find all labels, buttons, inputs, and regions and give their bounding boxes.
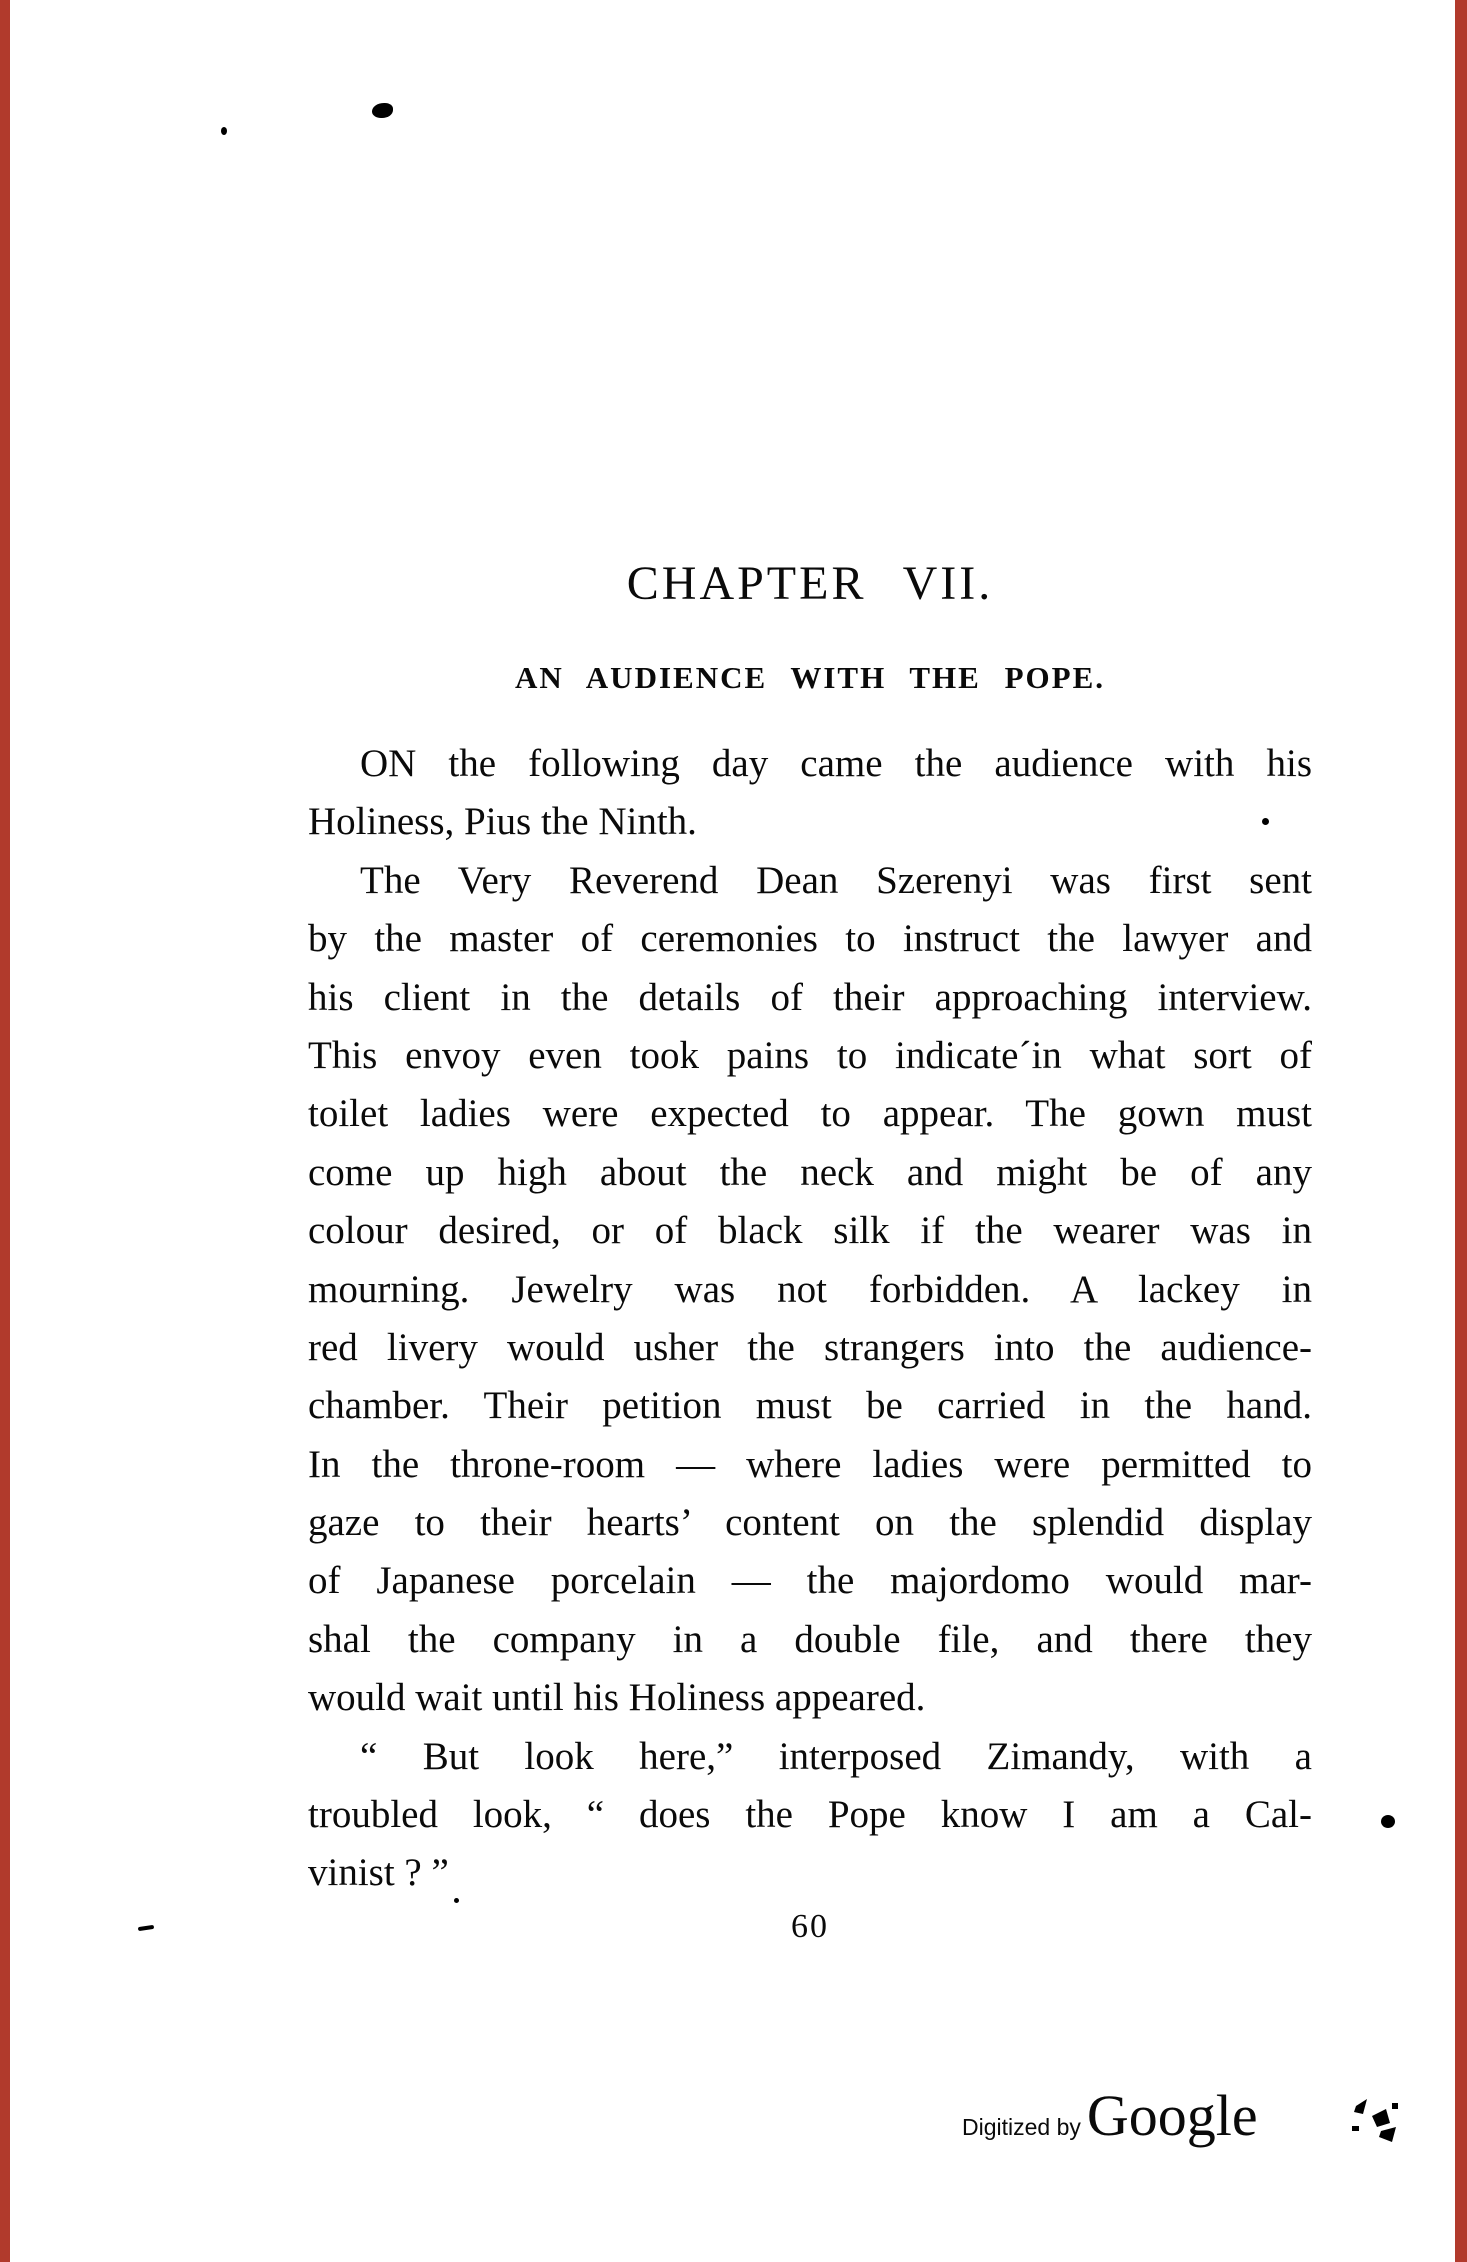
text-line: colour desired, or of black silk if the wearer was in — [308, 1209, 1312, 1253]
text-line: vinist ? ” — [308, 1851, 449, 1895]
text-line: In the throne-room — where ladies were permitted to — [308, 1442, 1312, 1486]
ink-speck — [372, 103, 393, 118]
text-line: This envoy even took pains to indicate´in what sort of — [308, 1033, 1312, 1077]
text-line: red livery would usher the strangers into the audience- — [308, 1325, 1312, 1369]
text-line: “ But look here,” interposed Zimandy, with a — [360, 1734, 1312, 1778]
google-logo: Google — [1086, 2083, 1258, 2148]
text-line: mourning. Jewelry was not forbidden. A lackey in — [308, 1267, 1312, 1311]
text-line: Holiness, Pius the Ninth. — [308, 800, 697, 844]
ink-smudge — [1350, 2096, 1402, 2148]
text-line: his client in the details of their approaching interview. — [308, 975, 1312, 1019]
text-line: come up high about the neck and might be of any — [308, 1150, 1312, 1194]
page-number: 60 — [791, 1908, 829, 1945]
ink-speck — [138, 1925, 154, 1931]
body-text — [308, 735, 1312, 1903]
digitized-by-google-watermark — [962, 2082, 1258, 2149]
text-line: toilet ladies were expected to appear. The gown must — [308, 1092, 1312, 1136]
text-line: gaze to their hearts’ content on the splendid display — [308, 1501, 1312, 1545]
digitized-by-label: Digitized by — [962, 2114, 1081, 2140]
text-line: chamber. Their petition must be carried in the hand. — [308, 1384, 1312, 1428]
text-line: The Very Reverend Dean Szerenyi was first sent — [360, 858, 1312, 902]
text-line: shal the company in a double file, and there they — [308, 1617, 1312, 1661]
text-line: troubled look, “ does the Pope know I am a Cal- — [308, 1793, 1312, 1837]
book-edge-right-bar — [1455, 0, 1467, 2262]
ink-speck — [221, 127, 227, 135]
ink-speck — [1381, 1815, 1395, 1828]
text-line: would wait until his Holiness appeared. — [308, 1676, 926, 1720]
book-edge-left-bar — [0, 0, 10, 2262]
chapter-title: CHAPTER VII. — [626, 557, 994, 610]
text-line: of Japanese porcelain — the majordomo would mar- — [308, 1559, 1312, 1603]
chapter-subtitle: AN AUDIENCE WITH THE POPE. — [514, 660, 1106, 695]
text-line: ON the following day came the audience with his — [360, 742, 1312, 785]
text-line: by the master of ceremonies to instruct the lawyer and — [308, 917, 1312, 961]
